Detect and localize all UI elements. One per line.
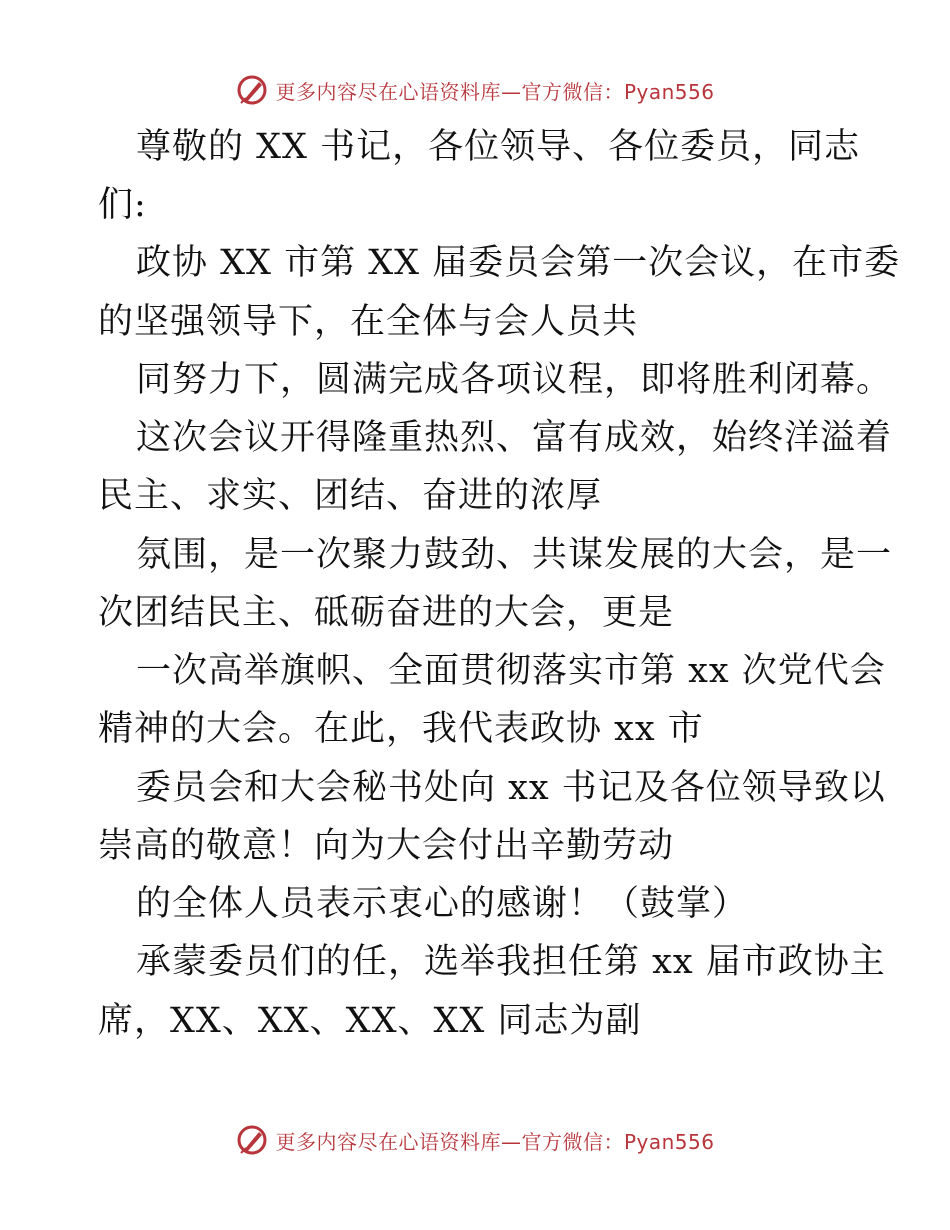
text-line: 氛围，是一次聚力鼓劲、共谋发展的大会，是一 xyxy=(136,535,893,575)
footer-watermark xyxy=(0,1120,950,1160)
text-line: 次团结民主、砥砺奋进的大会，更是 xyxy=(98,593,675,633)
watermark-text: 更多内容尽在心语资料库—官方微信：Pyan556 xyxy=(275,79,715,104)
quill-pen-logo-icon xyxy=(235,1123,269,1157)
quill-pen-logo-icon xyxy=(235,73,269,107)
header-watermark xyxy=(0,70,950,110)
text-line: 民主、求实、团结、奋进的浓厚 xyxy=(98,476,603,516)
text-line: 这次会议开得隆重热烈、富有成效，始终洋溢着 xyxy=(136,418,893,458)
watermark-text: 更多内容尽在心语资料库—官方微信：Pyan556 xyxy=(275,1129,715,1154)
text-line: 的坚强领导下，在全体与会人员共 xyxy=(98,302,639,342)
text-line: 席，XX、XX、XX、XX 同志为副 xyxy=(98,1001,642,1041)
text-line: 们: xyxy=(98,185,147,225)
text-line: 崇高的敬意！向为大会付出辛勤劳动 xyxy=(98,826,675,866)
text-line: 一次高举旗帜、全面贯彻落实市第 xx 次党代会 xyxy=(136,651,886,691)
text-line: 政协 XX 市第 XX 届委员会第一次会议，在市委 xyxy=(136,243,901,283)
text-line: 的全体人员表示衷心的感谢！（鼓掌） xyxy=(136,884,749,924)
text-line: 精神的大会。在此，我代表政协 xx 市 xyxy=(98,709,704,749)
text-line: 同努力下，圆满完成各项议程，即将胜利闭幕。 xyxy=(136,360,893,400)
text-line: 委员会和大会秘书处向 xx 书记及各位领导致以 xyxy=(136,768,886,808)
text-line: 承蒙委员们的任，选举我担任第 xx 届市政协主 xyxy=(136,942,886,982)
text-line: 尊敬的 XX 书记，各位领导、各位委员，同志 xyxy=(136,127,861,167)
